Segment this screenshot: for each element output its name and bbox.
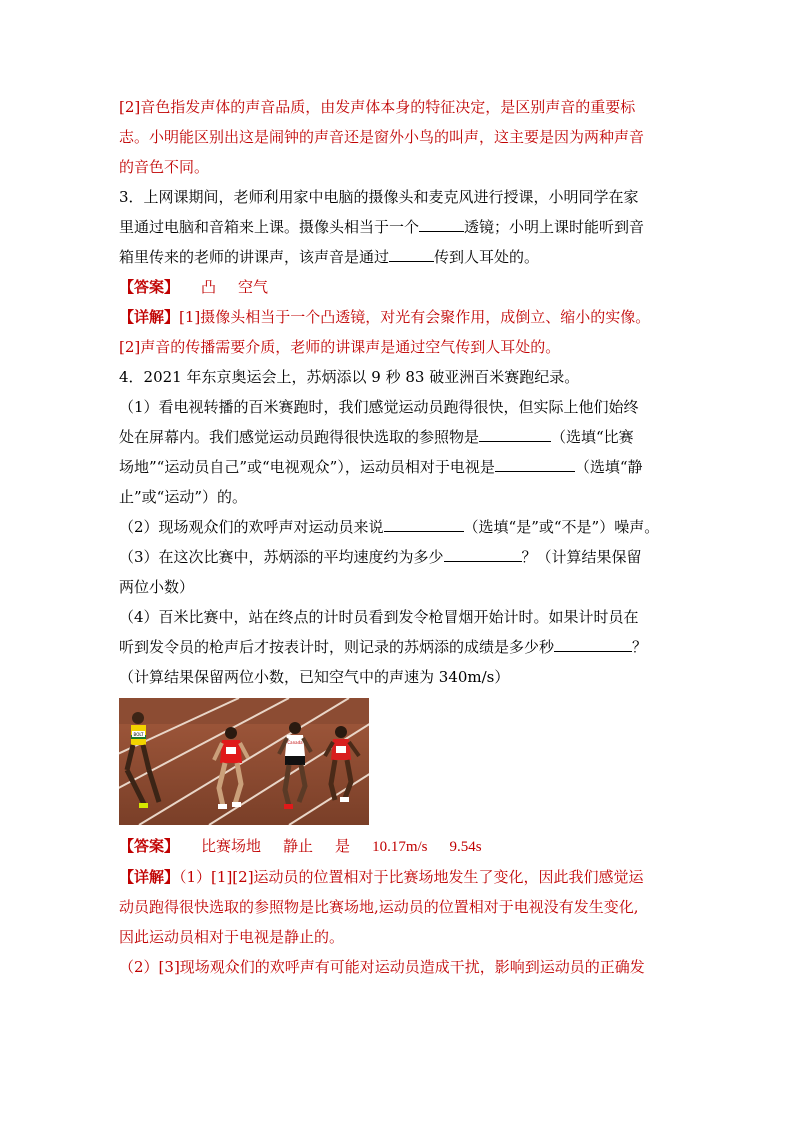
question-4-part-1-line-4: 止”或“运动”）的。 xyxy=(119,488,248,506)
answer-value: 比赛场地 xyxy=(201,837,262,855)
question-4-part-1-line-2 xyxy=(119,422,687,452)
question-4-text: ？（计算结果保留 xyxy=(521,548,642,566)
question-3-line-2 xyxy=(119,212,687,242)
answer-blank xyxy=(444,544,522,562)
question-4-part-3-line-1 xyxy=(119,542,687,572)
question-4-part-1-line-1: （1）看电视转播的百米赛跑时，我们感觉运动员跑得很快，但实际上他们始终 xyxy=(119,398,639,416)
question-4-part-3-line-2: 两位小数） xyxy=(119,578,195,596)
answer-value: 空气 xyxy=(238,278,269,296)
question-3-text: 箱里传来的老师的讲课声，该声音是通过 xyxy=(119,248,390,266)
timbre-explanation-line-3: 的音色不同。 xyxy=(119,158,210,176)
question-4-part-4-line-3: （计算结果保留两位小数，已知空气中的声速为 340m/s） xyxy=(119,668,510,686)
detail-text: （1）[1][2]运动员的位置相对于比赛场地发生了变化，因此我们感觉运 xyxy=(179,868,644,886)
question-4-detail-line-3: 因此运动员相对于电视是静止的。 xyxy=(119,928,345,946)
runner-1-bib: BOLT xyxy=(133,732,144,737)
question-4-part-4-line-2 xyxy=(119,632,687,662)
question-3-detail-line-2: [2]声音的传播需要介质，老师的讲课声是通过空气传到人耳处的。 xyxy=(119,338,561,356)
question-3-text: 透镜；小明上课时能听到音 xyxy=(464,218,645,236)
question-3-detail-line-1 xyxy=(119,302,687,332)
question-4-detail-line-2: 动员跑得很快选取的参照物是比赛场地,运动员的位置相对于电视没有发生变化, xyxy=(119,898,639,916)
question-4-text: ？ xyxy=(632,638,648,656)
question-3-text: 传到人耳处的。 xyxy=(434,248,540,266)
question-3-line-1: 3．上网课期间，老师利用家中电脑的摄像头和麦克风进行授课，小明同学在家 xyxy=(119,188,639,206)
question-3-text: 里通过电脑和音箱来上课。摄像头相当于一个 xyxy=(119,218,420,236)
question-4-line-1: 4．2021 年东京奥运会上，苏炳添以 9 秒 83 破亚洲百米赛跑纪录。 xyxy=(119,368,580,386)
answer-value: 10.17m/s xyxy=(372,839,428,855)
answer-blank xyxy=(419,214,464,232)
sprinters-photo xyxy=(119,698,369,825)
answer-blank xyxy=(479,424,551,442)
question-4-text: （选填“静 xyxy=(574,458,643,476)
answer-blank xyxy=(384,514,464,532)
timbre-explanation-line-1: [2]音色指发声体的声音品质，由发声体本身的特征决定，是区别声音的重要标 xyxy=(119,98,636,116)
question-4-text: （3）在这次比赛中，苏炳添的平均速度约为多少 xyxy=(119,548,444,566)
question-4-detail-line-1 xyxy=(119,862,687,892)
answer-blank xyxy=(495,454,575,472)
detail-tag: 【详解】 xyxy=(119,308,180,326)
question-3-answer xyxy=(119,272,687,302)
timbre-explanation-line-2: 志。小明能区别出这是闹钟的声音还是窗外小鸟的叫声，这主要是因为两种声音 xyxy=(119,128,645,146)
answer-blank xyxy=(554,634,632,652)
question-4-text: （选填“比赛 xyxy=(551,428,634,446)
question-4-text: （选填“是”或“不是”）噪声。 xyxy=(463,518,660,536)
question-4-part-4-line-1: （4）百米比赛中，站在终点的计时员看到发令枪冒烟开始计时。如果计时员在 xyxy=(119,608,639,626)
question-4-text: （2）现场观众们的欢呼声对运动员来说 xyxy=(119,518,384,536)
question-4-text: 听到发令员的枪声后才按表计时，则记录的苏炳添的成绩是多少秒 xyxy=(119,638,555,656)
page-content xyxy=(119,92,687,982)
question-4-text: 场地”“运动员自己”或“电视观众”），运动员相对于电视是 xyxy=(119,458,495,476)
track-background xyxy=(119,698,369,724)
question-4-part-1-line-3 xyxy=(119,452,687,482)
answer-tag: 【答案】 xyxy=(119,837,180,855)
question-4-detail-line-4: （2）[3]现场观众们的欢呼声有可能对运动员造成干扰，影响到运动员的正确发 xyxy=(119,958,645,976)
answer-tag: 【答案】 xyxy=(119,278,180,296)
question-4-text: 处在屏幕内。我们感觉运动员跑得很快选取的参照物是 xyxy=(119,428,480,446)
runner-3-bib: Canada xyxy=(287,740,303,745)
detail-text: [1]摄像头相当于一个凸透镜，对光有会聚作用，成倒立、缩小的实像。 xyxy=(179,308,651,326)
detail-tag: 【详解】 xyxy=(119,868,180,886)
question-4-part-2 xyxy=(119,512,687,542)
question-4-answer xyxy=(119,831,687,862)
answer-value: 9.54s xyxy=(449,839,482,855)
answer-value: 凸 xyxy=(201,278,217,296)
answer-blank xyxy=(389,244,434,262)
answer-value: 静止 xyxy=(283,837,314,855)
answer-value: 是 xyxy=(335,837,351,855)
question-3-line-3 xyxy=(119,242,687,272)
